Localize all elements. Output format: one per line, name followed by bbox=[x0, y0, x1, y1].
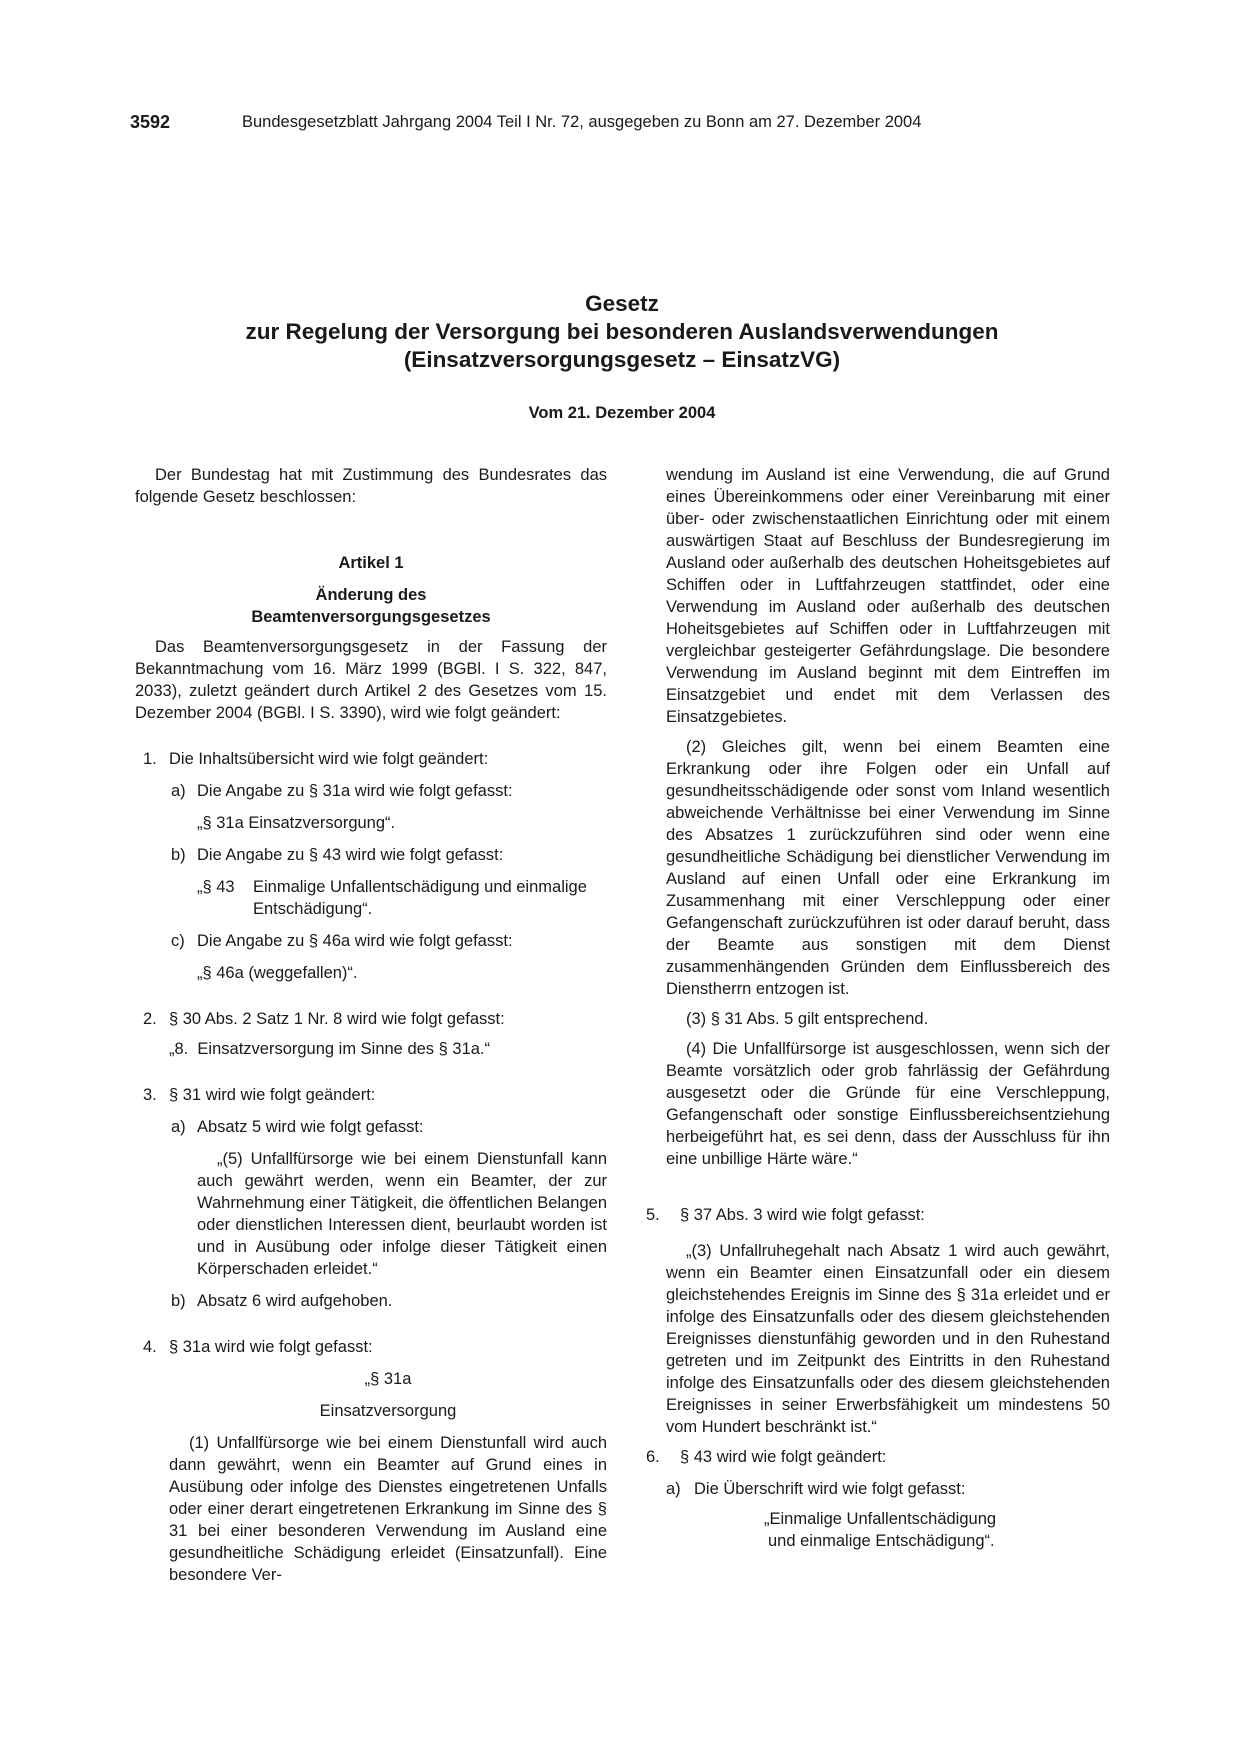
sub-item-1a bbox=[135, 780, 607, 802]
list-item-text: § 43 wird wie folgt geändert: bbox=[680, 1448, 887, 1466]
list-item-text: § 31a wird wie folgt gefasst: bbox=[169, 1338, 373, 1356]
quote-1b-value: Einmalige Unfallentschädigung und einmalige Entschädigung“. bbox=[253, 878, 587, 918]
left-column bbox=[135, 464, 607, 1586]
quote-3a: „(5) Unfallfürsorge wie bei einem Dienstunfall kann auch gewährt werden, wenn ein Beamter, der zur Wahrnehmung einer Tätigkeit, die öffentlichen Belangen oder dienstlichen Interessen dient, beurlaubt worden ist und in Ausübung oder infolge dieser Tätigkeit einen Körperschaden erleidet.“ bbox=[197, 1150, 607, 1278]
sub-item-text: Die Angabe zu § 43 wird wie folgt gefasst: bbox=[197, 846, 504, 864]
sub-item-label: b) bbox=[171, 846, 186, 864]
sub-item-label: a) bbox=[171, 1118, 186, 1136]
sub-item-3a bbox=[135, 1116, 607, 1138]
title-line-1: Gesetz bbox=[585, 291, 659, 316]
absatz-1: (1) Unfallfürsorge wie bei einem Dienstunfall wird auch dann gewährt, wenn ein Beamter auf Grund eines in Ausübung oder infolge des Dienstes eingetretenen Unfalls oder einer derart eingetretenen Erkrankung im Sinne des § 31 bei einer besonderen Verwendung im Ausland eine gesundheitliche Schädigung erleidet (Einsatzunfall). Eine besondere Ver- bbox=[169, 1434, 607, 1584]
artikel-body: Das Beamtenversorgungsgesetz in der Fassung der Bekanntmachung vom 16. März 1999 (BGBl. I S. 322, 847, 2033), zuletzt geändert durch Artikel 2 des Gesetzes vom 15. Dezember 2004 (BGBl. I S. 3390), wird wie folgt geändert: bbox=[135, 638, 607, 722]
sub-item-6a bbox=[666, 1478, 1110, 1500]
list-item-6 bbox=[646, 1446, 1110, 1468]
list-item-label: 1. bbox=[143, 750, 157, 768]
law-date: Vom 21. Dezember 2004 bbox=[528, 404, 716, 422]
artikel-heading: Artikel 1 bbox=[338, 554, 404, 572]
law-title bbox=[0, 290, 1244, 374]
list-item-label: 6. bbox=[646, 1448, 660, 1466]
sub-item-1b bbox=[135, 844, 607, 866]
list-item-label: 3. bbox=[143, 1086, 157, 1104]
sub-item-text: Absatz 6 wird aufgehoben. bbox=[197, 1292, 393, 1310]
absatz-1-continued: wendung im Ausland ist eine Verwendung, die auf Grund eines Übereinkommens oder einer Vereinbarung mit einer über- oder zwischenstaatlichen Einrichtung oder mit einem auswärtigen Staat auf Beschluss der Bundesregierung im Ausland oder außerhalb des deutschen Hoheitsgebietes auf Schiffen oder in Luftfahrzeugen stattfindet, oder eine Verwendung im Ausland oder außerhalb des deutschen Hoheitsgebietes auf Schiffen oder in Luftfahrzeugen mit vergleichbar gesteigerter Gefährdungslage. Die besondere Verwendung im Ausland beginnt mit dem Eintreffen im Einsatzgebiet und endet mit dem Verlassen des Einsatzgebietes. bbox=[666, 466, 1110, 726]
list-item-2 bbox=[135, 1008, 607, 1030]
list-item-label: 5. bbox=[646, 1206, 660, 1224]
list-item-text: Die Inhaltsübersicht wird wie folgt geändert: bbox=[169, 750, 489, 768]
paragraph-name: Einsatzversorgung bbox=[319, 1402, 457, 1420]
list-item-5 bbox=[646, 1204, 1110, 1226]
title-line-2: zur Regelung der Versorgung bei besonderen Auslandsverwendungen bbox=[245, 319, 999, 344]
quote-5: „(3) Unfallruhegehalt nach Absatz 1 wird auch gewährt, wenn ein Beamter einen Einsatzunfall oder ein diesem gleichstehendes Ereignis im Sinne des § 31a erleidet und er infolge des Einsatzunfalls oder des diesem gleichstehenden Ereignisses dienstunfähig geworden und in den Ruhestand getreten und im Zeitpunkt des Eintritts in den Ruhestand infolge des Einsatzunfalls oder des diesem gleichstehenden Ereignisses in seiner Erwerbsfähigkeit um mindestens 50 vom Hundert beschränkt ist.“ bbox=[666, 1242, 1110, 1436]
quote-2: „8. Einsatzversorgung im Sinne des § 31a.“ bbox=[169, 1040, 491, 1058]
sub-item-text: Die Angabe zu § 31a wird wie folgt gefasst: bbox=[197, 782, 513, 800]
intro-paragraph: Der Bundestag hat mit Zustimmung des Bundesrates das folgende Gesetz beschlossen: bbox=[135, 466, 607, 506]
quote-1a: „§ 31a Einsatzversorgung“. bbox=[197, 814, 396, 832]
gazette-line: Bundesgesetzblatt Jahrgang 2004 Teil I Nr. 72, ausgegeben zu Bonn am 27. Dezember 2004 bbox=[242, 113, 922, 131]
list-item-text: § 37 Abs. 3 wird wie folgt gefasst: bbox=[680, 1206, 925, 1224]
sub-item-text: Absatz 5 wird wie folgt gefasst: bbox=[197, 1118, 424, 1136]
absatz-4: (4) Die Unfallfürsorge ist ausgeschlossen, wenn sich der Beamte vorsätzlich oder grob fahrlässig der Gefährdung ausgesetzt oder die Gründe für eine Verschleppung, Gefangenschaft oder sonstige Einflussbereichsentziehung herbeigeführt hat, es sei denn, dass der Ausschluss für ihn eine unbillige Härte wäre.“ bbox=[666, 1040, 1110, 1168]
quote-1b-key: „§ 43 bbox=[197, 878, 235, 896]
sub-item-label: a) bbox=[171, 782, 186, 800]
quote-6a bbox=[666, 1508, 1110, 1552]
sub-item-text: Die Angabe zu § 46a wird wie folgt gefasst: bbox=[197, 932, 513, 950]
paragraph-title: „§ 31a bbox=[364, 1370, 412, 1388]
sub-item-label: c) bbox=[171, 932, 185, 950]
artikel-subtitle-1: Änderung des bbox=[315, 586, 427, 604]
sub-item-3b bbox=[135, 1290, 607, 1312]
sub-item-label: a) bbox=[666, 1480, 681, 1498]
quote-6a-line-2: und einmalige Entschädigung“. bbox=[768, 1532, 995, 1550]
quote-1c: „§ 46a (weggefallen)“. bbox=[197, 964, 358, 982]
right-column bbox=[646, 464, 1110, 1552]
list-item-text: § 31 wird wie folgt geändert: bbox=[169, 1086, 376, 1104]
artikel-subtitle-2: Beamtenversorgungsgesetzes bbox=[251, 608, 491, 626]
page-number: 3592 bbox=[130, 112, 171, 132]
sub-item-text: Die Überschrift wird wie folgt gefasst: bbox=[694, 1480, 966, 1498]
title-line-3: (Einsatzversorgungsgesetz – EinsatzVG) bbox=[403, 347, 841, 372]
list-item-4 bbox=[135, 1336, 607, 1358]
quote-6a-line-1: „Einmalige Unfallentschädigung bbox=[764, 1510, 997, 1528]
absatz-2: (2) Gleiches gilt, wenn bei einem Beamten eine Erkrankung oder ihre Folgen oder ein Unfall auf gesundheitsschädigende oder sonst vom Inland wesentlich abweichende Verhältnisse bei einer Verwendung im Sinne des Absatzes 1 zurückzuführen sind oder wenn eine gesundheitliche Schädigung bei dienstlicher Verwendung im Ausland auf einen Unfall oder eine Erkrankung im Zusammenhang mit einer Verschleppung oder einer Gefangenschaft zurückzuführen ist oder darauf beruht, dass der Beamte aus sonstigen mit dem Dienst zusammenhängenden Gründen dem Einflussbereich des Dienstherrn entzogen ist. bbox=[666, 738, 1110, 998]
sub-item-label: b) bbox=[171, 1292, 186, 1310]
list-item-label: 2. bbox=[143, 1010, 157, 1028]
quote-1b bbox=[135, 876, 607, 920]
sub-item-1c bbox=[135, 930, 607, 952]
absatz-3: (3) § 31 Abs. 5 gilt entsprechend. bbox=[686, 1010, 929, 1028]
list-item-3 bbox=[135, 1084, 607, 1106]
list-item-text: § 30 Abs. 2 Satz 1 Nr. 8 wird wie folgt gefasst: bbox=[169, 1010, 505, 1028]
list-item-1 bbox=[135, 748, 607, 770]
list-item-label: 4. bbox=[143, 1338, 157, 1356]
